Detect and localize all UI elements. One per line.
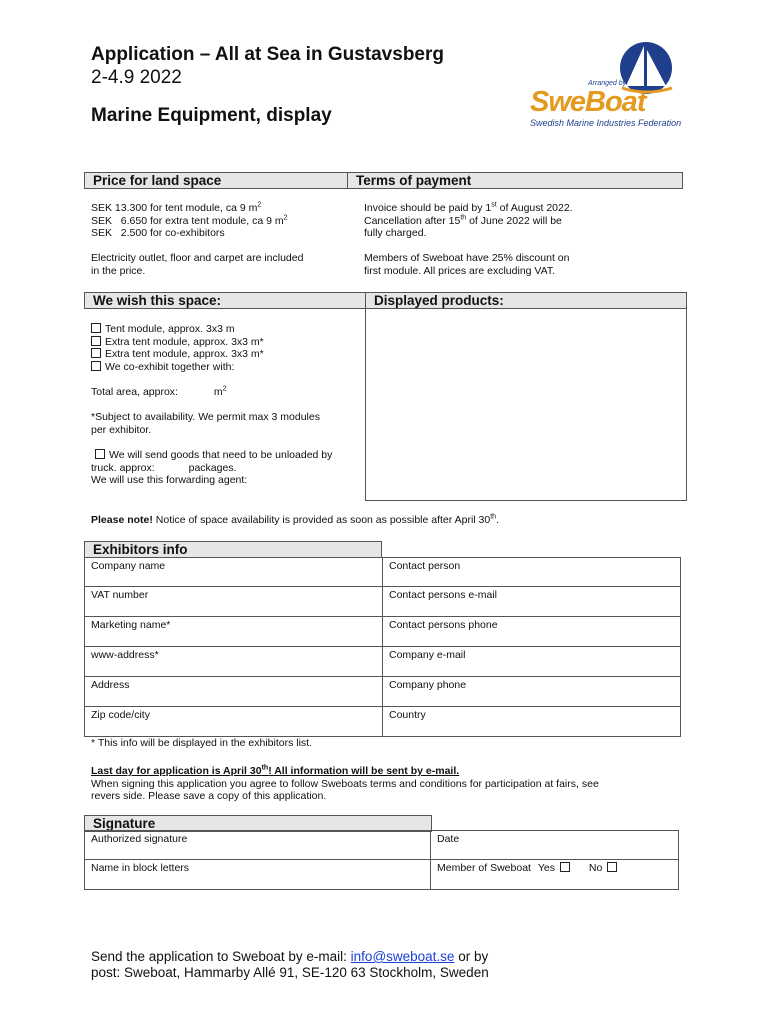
- field-zip-city[interactable]: Zip code/city: [84, 707, 383, 737]
- exhibitors-footnote: * This info will be displayed in the exhibitors list.: [91, 737, 312, 749]
- payment-terms: [364, 202, 573, 240]
- field-company-name[interactable]: Company name: [84, 557, 383, 587]
- exhibitors-table: [84, 557, 681, 737]
- goods-line: truck. approx: packages.: [91, 461, 237, 474]
- table-row: [84, 860, 679, 890]
- yes-checkbox-icon[interactable]: [560, 862, 570, 872]
- footer-line1: Send the application to Sweboat by e-mail: info@sweboat.se or by: [91, 949, 489, 964]
- field-name-block-letters[interactable]: Name in block letters: [84, 860, 431, 890]
- table-row: [84, 707, 681, 737]
- email-link[interactable]: info@sweboat.se: [350, 949, 455, 964]
- footer-line2: post: Sweboat, Hammarby Allé 91, SE-120 63 Stockholm, Sweden: [91, 965, 489, 980]
- goods-section: [91, 449, 332, 487]
- field-address[interactable]: Address: [84, 677, 383, 707]
- availability-note: [91, 411, 320, 436]
- field-contact-email[interactable]: Contact persons e-mail: [383, 587, 681, 617]
- availability-line: per exhibitor.: [91, 423, 152, 436]
- subtitle: Marine Equipment, display: [91, 105, 332, 126]
- availability-line: *Subject to availability. We permit max 3 modules: [91, 411, 320, 423]
- space-option[interactable]: Tent module, approx. 3x3 m: [91, 323, 264, 336]
- price-note-line: in the price.: [91, 264, 146, 277]
- price-line: SEK 6.650 for extra tent module, ca 9 $m^2$: [91, 214, 288, 227]
- field-www-address[interactable]: www-address*: [84, 647, 383, 677]
- footer: [91, 949, 489, 981]
- deadline-notice: [91, 765, 599, 803]
- price-line: SEK 13.300 for tent module, ca 9 $m^2$: [91, 201, 262, 214]
- space-options: [91, 323, 264, 373]
- table-row: [84, 587, 681, 617]
- brand-name: SweBoat: [530, 86, 646, 118]
- space-option[interactable]: We co-exhibit together with:: [91, 361, 264, 374]
- no-label: No: [588, 862, 603, 874]
- checkbox-icon[interactable]: [91, 336, 101, 346]
- deadline-bold: Last day for application is April 30th! All information will be sent by e-mail.: [91, 764, 460, 777]
- products-input-area[interactable]: [365, 308, 687, 501]
- member-label: Member of Sweboat: [437, 862, 531, 874]
- total-area-label: Total area, approx:: [91, 386, 178, 398]
- checkbox-icon[interactable]: [95, 449, 105, 459]
- signature-heading: Signature: [84, 815, 432, 832]
- field-date[interactable]: Date: [431, 830, 679, 860]
- total-area: Total area, approx: $m^2$: [91, 385, 227, 398]
- checkbox-icon[interactable]: [91, 323, 101, 333]
- table-row: [84, 830, 679, 860]
- table-row: [84, 557, 681, 587]
- field-company-email[interactable]: Company e-mail: [383, 647, 681, 677]
- sweboat-logo: [526, 40, 686, 132]
- field-company-phone[interactable]: Company phone: [383, 677, 681, 707]
- title-line1: Application – All at Sea in Gustavsberg: [91, 44, 444, 65]
- total-area-unit: m: [213, 386, 223, 398]
- signature-table: [84, 830, 679, 890]
- field-country[interactable]: Country: [383, 707, 681, 737]
- payment-line: Cancellation after 15th of June 2022 will be: [364, 214, 562, 227]
- payment-line: Invoice should be paid by 1st of August 2022.: [364, 201, 573, 214]
- space-heading: We wish this space:: [84, 292, 366, 309]
- yes-label: Yes: [537, 862, 556, 874]
- payment-line: first module. All prices are excluding VAT.: [364, 264, 556, 277]
- price-line: SEK 2.500 for co-exhibitors: [91, 227, 225, 239]
- deadline-line: When signing this application you agree to follow Sweboats terms and conditions for participation at fairs, see: [91, 777, 599, 790]
- price-note-line: Electricity outlet, floor and carpet are included: [91, 252, 304, 264]
- table-row: [84, 617, 681, 647]
- price-note: [91, 252, 303, 277]
- table-row: [84, 647, 681, 677]
- checkbox-icon[interactable]: [91, 348, 101, 358]
- notice: Please note! Notice of space availability is provided as soon as possible after April 30th.: [91, 513, 499, 526]
- payment-heading: Terms of payment: [347, 172, 683, 189]
- payment-line: fully charged.: [364, 227, 427, 239]
- payment-discount: [364, 252, 569, 277]
- field-contact-person[interactable]: Contact person: [383, 557, 681, 587]
- table-row: [84, 677, 681, 707]
- goods-line: We will use this forwarding agent:: [91, 474, 248, 486]
- price-heading: Price for land space: [84, 172, 348, 189]
- products-heading: Displayed products:: [365, 292, 687, 309]
- checkbox-icon[interactable]: [91, 361, 101, 371]
- field-authorized-signature[interactable]: Authorized signature: [84, 830, 431, 860]
- field-contact-phone[interactable]: Contact persons phone: [383, 617, 681, 647]
- arranged-by-text: Arranged by: [588, 80, 627, 87]
- field-vat-number[interactable]: VAT number: [84, 587, 383, 617]
- payment-line: Members of Sweboat have 25% discount on: [364, 252, 570, 264]
- field-member-of-sweboat: [431, 860, 679, 890]
- exhibitors-heading: Exhibitors info: [84, 541, 382, 558]
- goods-line[interactable]: We will send goods that need to be unloaded by: [91, 449, 332, 462]
- field-marketing-name[interactable]: Marketing name*: [84, 617, 383, 647]
- space-option[interactable]: Extra tent module, approx. 3x3 m*: [91, 336, 264, 349]
- space-option[interactable]: Extra tent module, approx. 3x3 m*: [91, 348, 264, 361]
- brand-tagline: Swedish Marine Industries Federation: [530, 118, 682, 128]
- title-line2: 2-4.9 2022: [91, 67, 182, 88]
- no-checkbox-icon[interactable]: [607, 862, 617, 872]
- price-list: [91, 202, 288, 240]
- deadline-line: revers side. Please save a copy of this application.: [91, 790, 327, 802]
